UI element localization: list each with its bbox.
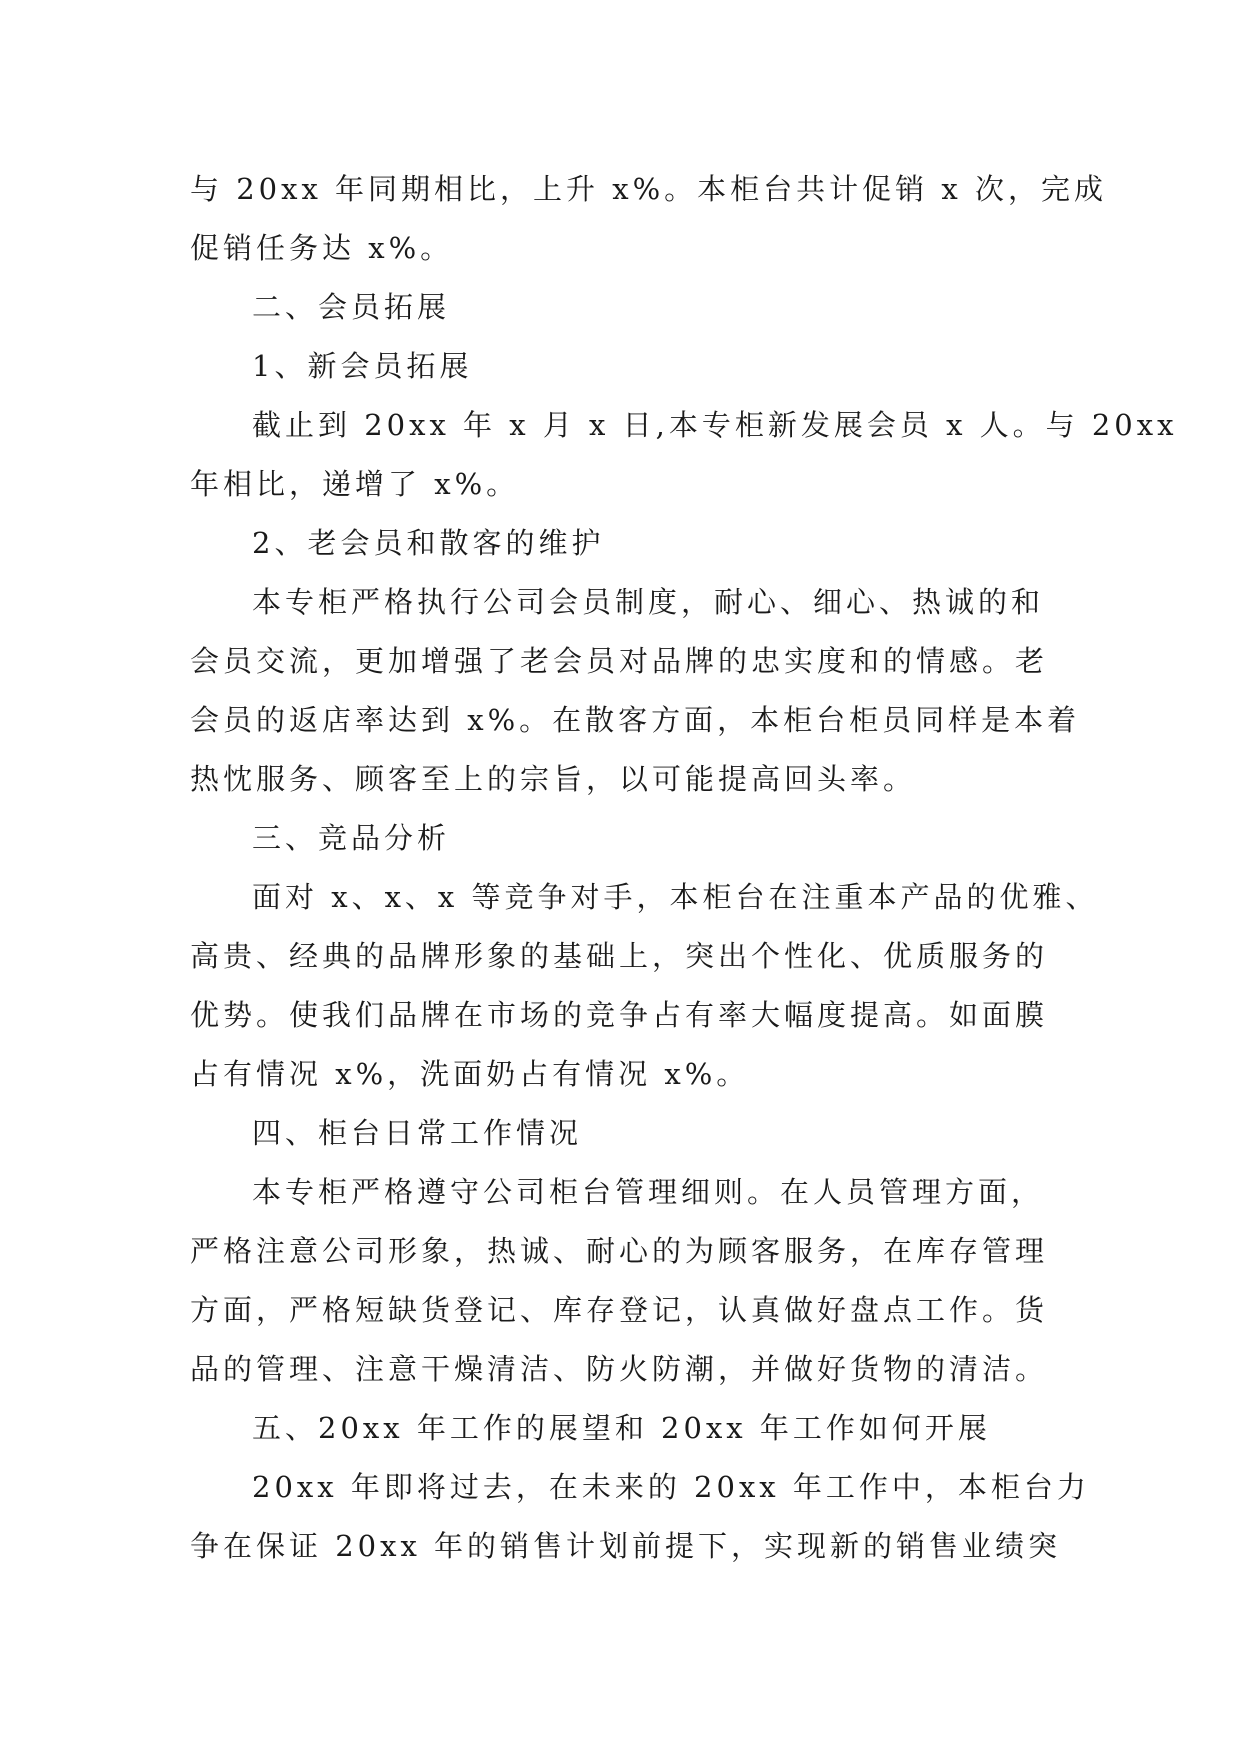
section-heading: 三、竞品分析 — [252, 821, 451, 855]
paragraph-line: 与 20xx 年同期相比，上升 x%。本柜台共计促销 x 次，完成 — [190, 172, 1107, 206]
paragraph-line: 截止到 20xx 年 x 月 x 日,本专柜新发展会员 x 人。与 20xx — [252, 408, 1178, 442]
paragraph-line: 本专柜严格遵守公司柜台管理细则。在人员管理方面， — [252, 1175, 1045, 1209]
paragraph-line: 会员的返店率达到 x%。在散客方面，本柜台柜员同样是本着 — [190, 703, 1081, 737]
paragraph-line: 严格注意公司形象，热诚、耐心的为顾客服务，在库存管理 — [190, 1234, 1049, 1268]
paragraph-line: 品的管理、注意干燥清洁、防火防潮，并做好货物的清洁。 — [190, 1352, 1049, 1386]
paragraph-line: 方面，严格短缺货登记、库存登记，认真做好盘点工作。货 — [190, 1293, 1049, 1327]
section-heading: 五、20xx 年工作的展望和 20xx 年工作如何开展 — [252, 1411, 991, 1445]
paragraph-line: 面对 x、x、x 等竞争对手，本柜台在注重本产品的优雅、 — [252, 880, 1099, 914]
paragraph-line: 占有情况 x%，洗面奶占有情况 x%。 — [190, 1057, 750, 1091]
paragraph-line: 热忱服务、顾客至上的宗旨，以可能提高回头率。 — [190, 762, 917, 796]
paragraph-line: 争在保证 20xx 年的销售计划前提下，实现新的销售业绩突 — [190, 1529, 1062, 1563]
paragraph-line: 年相比，递增了 x%。 — [190, 467, 520, 501]
section-heading: 四、柜台日常工作情况 — [252, 1116, 583, 1150]
document-body — [190, 160, 1178, 1576]
paragraph-line: 优势。使我们品牌在市场的竞争占有率大幅度提高。如面膜 — [190, 998, 1049, 1032]
paragraph-line: 会员交流，更加增强了老会员对品牌的忠实度和的情感。老 — [190, 644, 1049, 678]
paragraph-line: 本专柜严格执行公司会员制度，耐心、细心、热诚的和 — [252, 585, 1045, 619]
subsection-heading: 2、老会员和散客的维护 — [252, 526, 605, 560]
paragraph-line: 高贵、经典的品牌形象的基础上，突出个性化、优质服务的 — [190, 939, 1049, 973]
paragraph-line: 20xx 年即将过去，在未来的 20xx 年工作中，本柜台力 — [252, 1470, 1090, 1504]
subsection-heading: 1、新会员拓展 — [252, 349, 473, 383]
section-heading: 二、会员拓展 — [252, 290, 451, 324]
paragraph-line: 促销任务达 x%。 — [190, 231, 454, 265]
